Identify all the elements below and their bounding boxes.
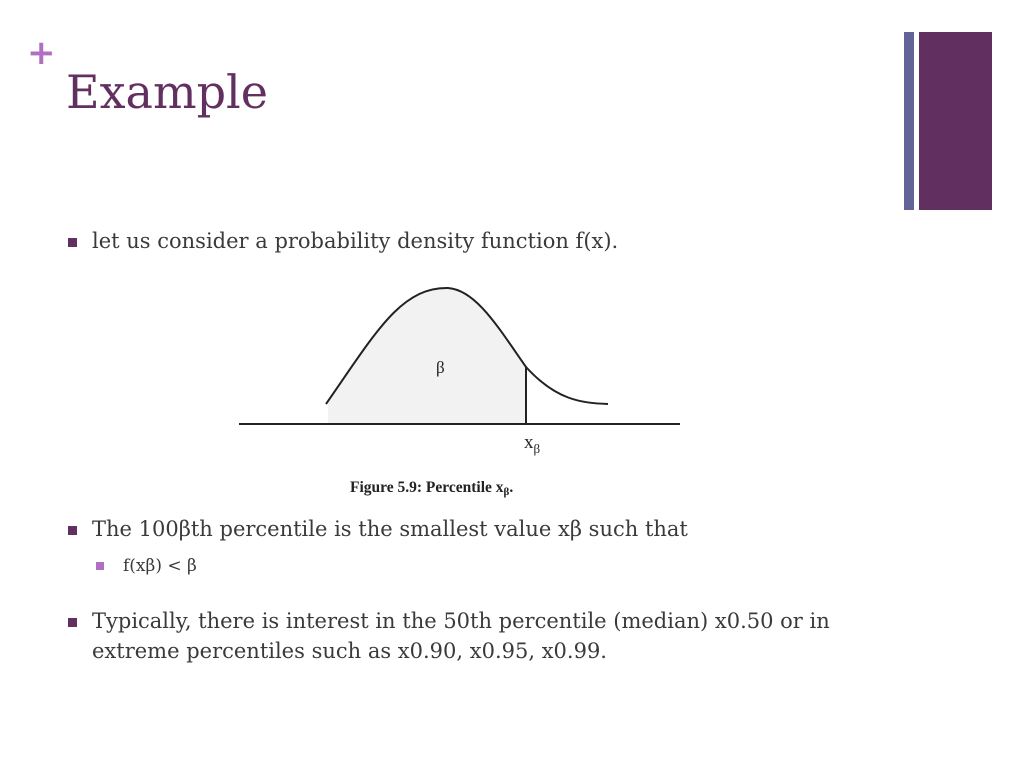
slide-plus-mark: + <box>27 33 56 73</box>
figure-caption: Figure 5.9: Percentile xβ. <box>350 479 514 498</box>
percentile-figure <box>236 282 686 500</box>
bullet-square-icon <box>68 238 77 247</box>
corner-accent-thick-bar <box>919 32 992 210</box>
bullet-text: The 100βth percentile is the smallest value xβ such that <box>92 517 688 541</box>
x-beta-label: $x_\beta$ <box>524 432 541 456</box>
bullet-item <box>66 514 886 544</box>
bullet-item <box>66 606 886 666</box>
area-label-beta: β <box>436 358 445 377</box>
bullet-square-icon <box>68 618 77 627</box>
bullet-item <box>66 226 886 256</box>
corner-accent-thin-bar <box>904 32 914 210</box>
sub-bullet-item <box>96 554 197 578</box>
bullet-square-icon <box>68 526 77 535</box>
density-curve-diagram <box>236 282 686 500</box>
shaded-area-beta <box>328 288 526 423</box>
slide-title: Example <box>66 65 268 119</box>
sub-bullet-square-icon <box>96 562 104 570</box>
sub-bullet-text: f(xβ) < β <box>123 556 197 576</box>
bullet-text: Typically, there is interest in the 50th percentile (median) x0.50 or in extreme percentiles such as x0.90, x0.95, x0.99. <box>92 609 830 663</box>
bullet-text: let us consider a probability density function f(x). <box>92 229 619 253</box>
